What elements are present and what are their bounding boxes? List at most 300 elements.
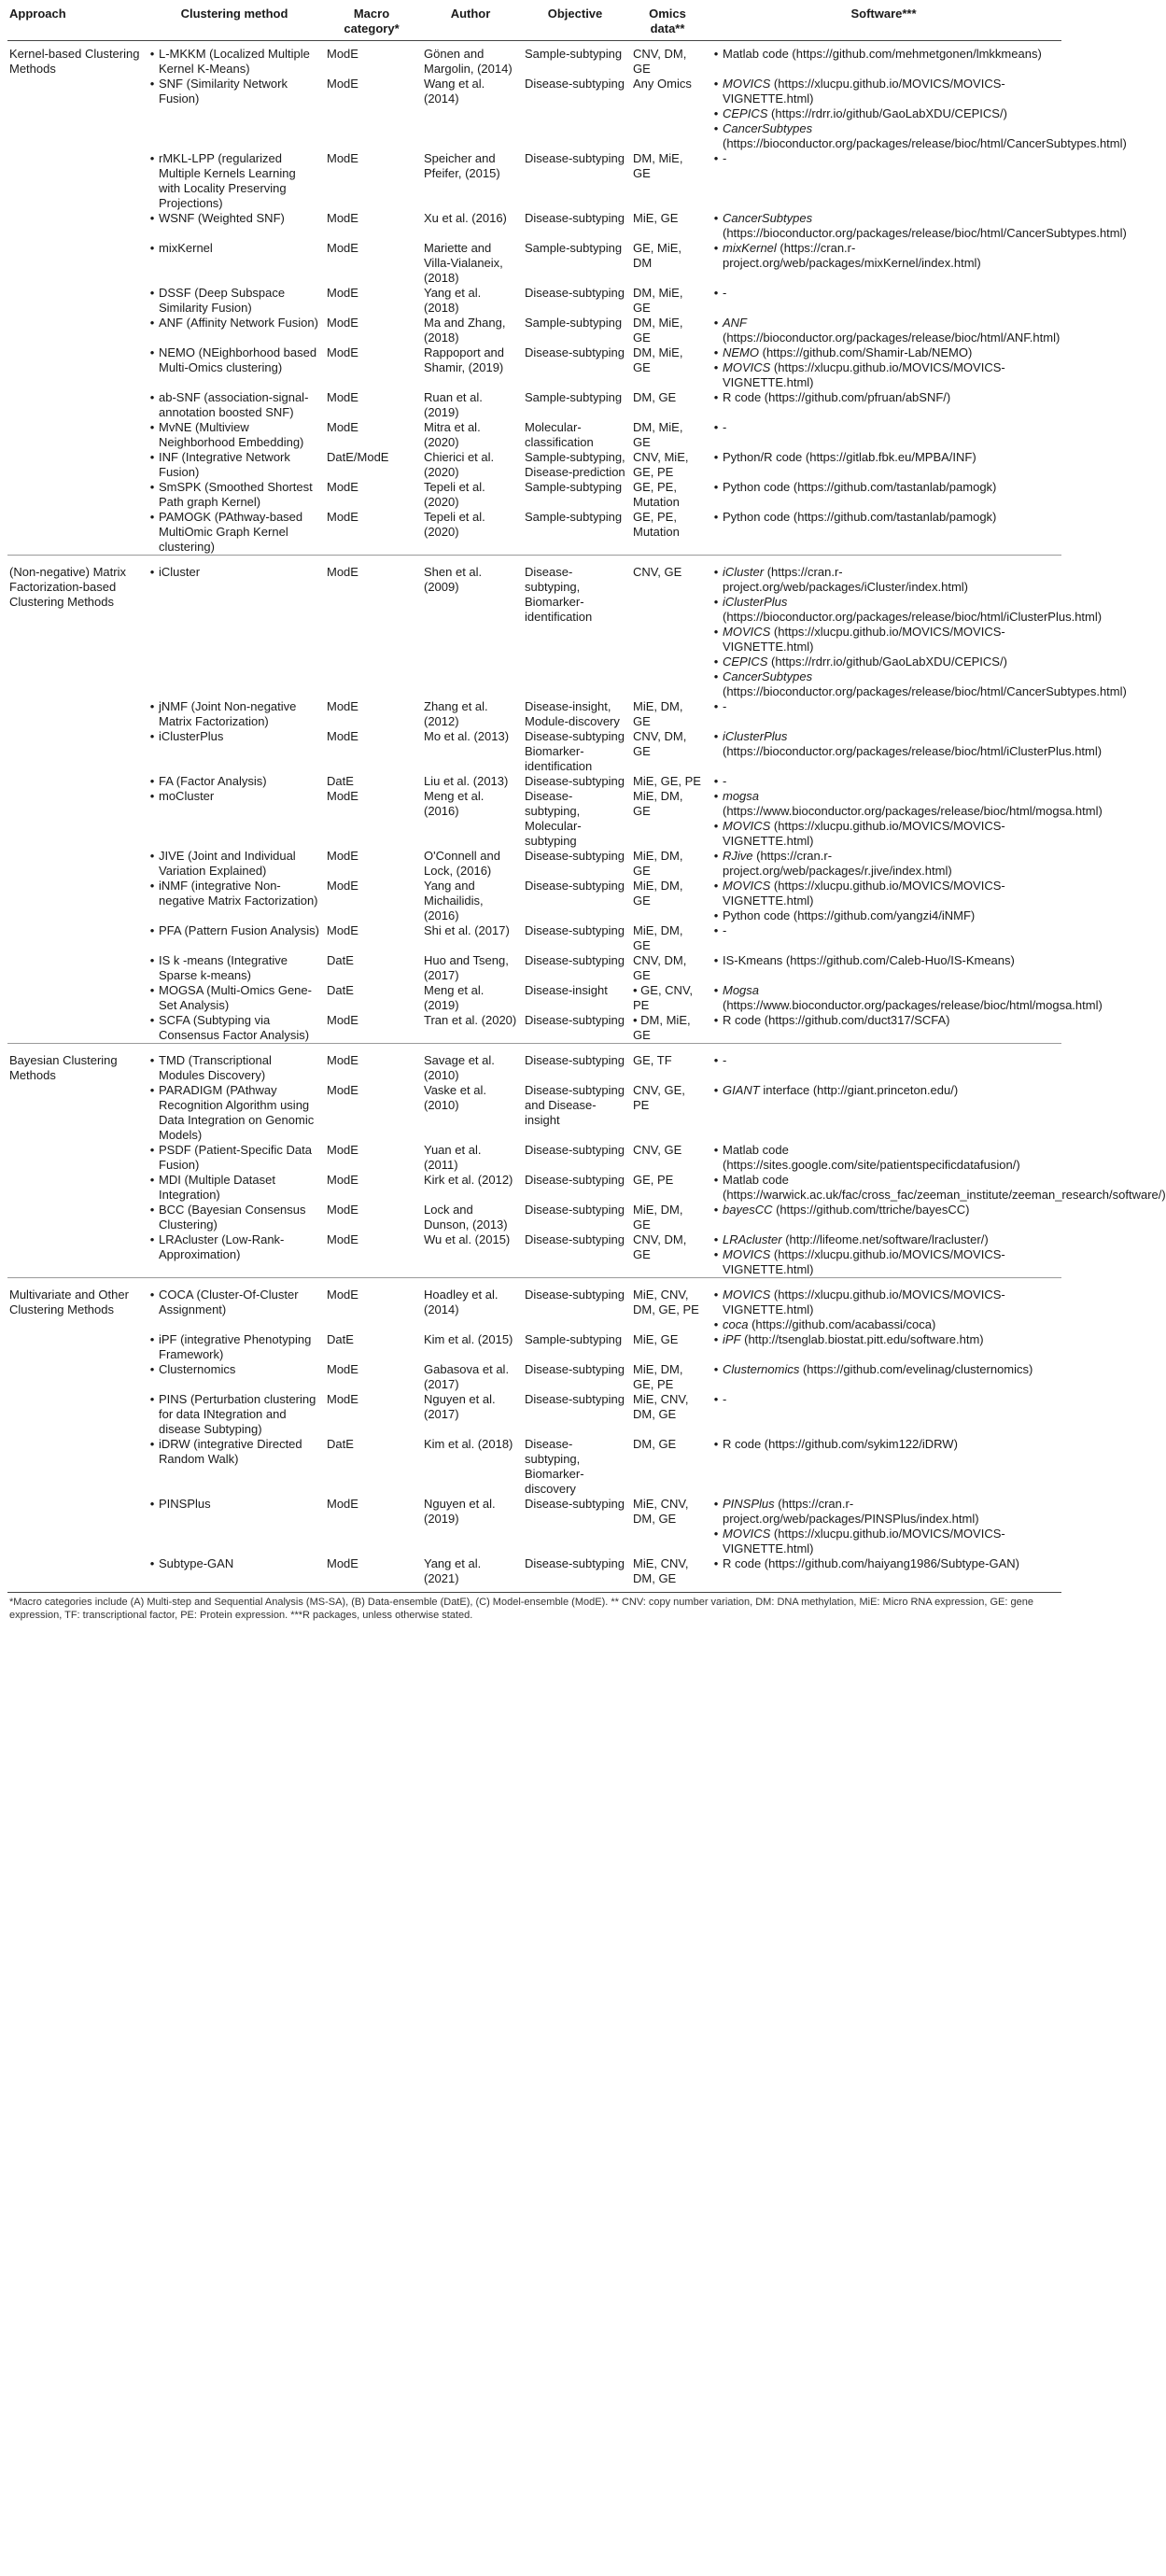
bullet-icon: • <box>713 849 719 863</box>
objective-cell: Disease-subtyping and Disease-insight <box>525 1083 625 1127</box>
omics-data-cell: MiE, CNV, DM, GE, PE <box>629 1278 706 1333</box>
omics-data-cell: CNV, DM, GE <box>633 729 687 758</box>
method-entry <box>146 316 319 331</box>
macro-category-cell: DatE <box>327 953 354 967</box>
method-cell <box>146 316 323 345</box>
bullet-icon: • <box>149 345 155 359</box>
bullet-icon: • <box>149 789 155 803</box>
software-entry <box>723 729 1103 759</box>
software-item <box>709 953 1058 968</box>
method-cell <box>146 1044 323 1084</box>
software-cell <box>706 390 1061 420</box>
objective-cell: Disease-subtyping <box>525 879 625 893</box>
method-cell <box>146 729 323 774</box>
bullet-icon: • <box>713 595 719 609</box>
software-entry <box>723 923 1058 938</box>
method-entry <box>146 1437 319 1467</box>
method-cell <box>146 1497 323 1556</box>
bullet-icon: • <box>713 625 719 639</box>
macro-category-cell: ModE <box>327 1013 358 1027</box>
software-package-name: MOVICS <box>723 1527 771 1541</box>
author-cell: Meng et al. (2016) <box>424 789 485 818</box>
macro-category-cell: ModE <box>327 1497 358 1511</box>
bullet-icon: • <box>149 1556 155 1570</box>
bullet-icon: • <box>149 923 155 937</box>
software-link-text: - <box>723 774 727 788</box>
software-link-text: (https://bioconductor.org/packages/release/bioc/html/iClusterPlus.html) <box>723 744 1103 758</box>
table-row <box>7 983 1061 1013</box>
author-cell: Nguyen et al. (2019) <box>424 1497 496 1526</box>
objective-cell: Sample-subtyping, Disease-prediction <box>525 450 625 479</box>
method-entry <box>146 1288 319 1317</box>
software-link-text: (https://bioconductor.org/packages/release/bioc/html/CancerSubtypes.html) <box>723 136 1127 150</box>
software-list <box>709 420 1058 435</box>
bullet-icon: • <box>149 151 155 165</box>
software-list <box>709 211 1127 241</box>
omics-data-cell: DM, MiE, GE <box>633 151 683 180</box>
software-package-name: GIANT <box>723 1083 760 1097</box>
macro-category-cell: ModE <box>327 77 358 91</box>
omics-data-cell: Any Omics <box>633 77 692 91</box>
method-cell <box>146 480 323 510</box>
author-cell: Meng et al. (2019) <box>424 983 485 1012</box>
method-cell <box>146 1332 323 1362</box>
software-list <box>709 151 1058 166</box>
bullet-icon: • <box>713 1437 719 1451</box>
method-cell <box>146 1556 323 1586</box>
table-row <box>7 1497 1061 1556</box>
software-entry <box>723 1362 1058 1377</box>
software-entry <box>723 1083 1058 1098</box>
software-cell <box>706 1083 1061 1143</box>
software-link-text: (https://github.com/acabassi/coca) <box>748 1317 936 1331</box>
macro-category-cell: ModE <box>327 151 358 165</box>
software-item <box>709 1013 1058 1028</box>
table-row <box>7 1556 1061 1586</box>
objective-cell: Disease-subtyping <box>525 151 625 165</box>
method-cell <box>146 1437 323 1497</box>
table-row <box>7 450 1061 480</box>
bullet-icon: • <box>713 510 719 524</box>
bullet-icon: • <box>149 390 155 404</box>
method-name: iDRW (integrative Directed Random Walk) <box>159 1437 302 1466</box>
software-cell <box>706 345 1061 390</box>
bullet-icon: • <box>149 1083 155 1097</box>
omics-data-cell: DM, MiE, GE <box>633 316 683 345</box>
omics-data-cell: DM, MiE, GE <box>633 286 683 315</box>
software-package-name: MOVICS <box>723 1288 771 1302</box>
software-link-text: (https://cran.r-project.org/web/packages/mixKernel/index.html) <box>723 241 981 270</box>
software-item <box>709 151 1058 166</box>
method-cell <box>146 420 323 450</box>
software-package-name: MOVICS <box>723 1247 771 1261</box>
method-cell <box>146 77 323 151</box>
bullet-icon: • <box>713 908 719 922</box>
approach-cell <box>7 77 146 151</box>
software-item <box>709 819 1058 849</box>
software-item <box>709 789 1103 819</box>
bullet-icon: • <box>713 1527 719 1541</box>
bullet-icon: • <box>149 77 155 91</box>
objective-cell: Disease-subtyping <box>525 849 625 863</box>
approach-cell <box>7 1556 146 1586</box>
software-package-name: NEMO <box>723 345 759 359</box>
software-entry <box>723 77 1058 106</box>
software-cell <box>706 211 1127 241</box>
approach-cell <box>7 789 146 849</box>
software-cell <box>706 1013 1061 1044</box>
software-list <box>709 1392 1058 1407</box>
method-cell <box>146 1232 323 1278</box>
software-entry <box>723 106 1058 121</box>
table-row <box>7 789 1061 849</box>
bullet-icon: • <box>149 1437 155 1451</box>
method-cell <box>146 699 323 729</box>
method-name: IS k -means (Integrative Sparse k-means) <box>159 953 288 982</box>
method-name: iPF (integrative Phenotyping Framework) <box>159 1332 312 1361</box>
software-link-text: (https://bioconductor.org/packages/release/bioc/html/iClusterPlus.html) <box>723 610 1103 624</box>
software-list <box>709 1362 1058 1377</box>
method-entry <box>146 345 319 375</box>
bullet-icon: • <box>713 819 719 833</box>
software-package-name: MOVICS <box>723 77 771 91</box>
software-entry <box>723 1497 1058 1527</box>
author-cell: Mo et al. (2013) <box>424 729 510 743</box>
bullet-icon: • <box>149 953 155 967</box>
approach-cell <box>7 1332 146 1362</box>
software-item <box>709 360 1058 390</box>
bullet-icon: • <box>713 390 719 404</box>
table-row <box>7 953 1061 983</box>
bullet-icon: • <box>149 849 155 863</box>
omics-data-cell: GE, PE, Mutation <box>633 480 680 509</box>
software-link-text: R code (https://github.com/duct317/SCFA) <box>723 1013 950 1027</box>
bullet-icon: • <box>149 420 155 434</box>
method-entry <box>146 879 319 908</box>
software-entry <box>723 151 1058 166</box>
method-entry <box>146 1497 319 1512</box>
table-row <box>7 1044 1061 1084</box>
method-name: L-MKKM (Localized Multiple Kernel K-Means) <box>159 47 310 76</box>
software-cell <box>706 151 1061 211</box>
method-cell <box>146 41 323 77</box>
bullet-icon: • <box>713 47 719 61</box>
method-name: PSDF (Patient-Specific Data Fusion) <box>159 1143 313 1172</box>
bullet-icon: • <box>149 316 155 330</box>
software-link-text: Matlab code (https://sites.google.com/site/patientspecificdatafusion/) <box>723 1143 1020 1172</box>
author-cell: Shen et al. (2009) <box>420 556 521 700</box>
method-entry <box>146 983 319 1013</box>
bullet-icon: • <box>713 121 719 135</box>
bullet-icon: • <box>713 1173 719 1187</box>
table-row <box>7 699 1061 729</box>
software-link-text: (https://xlucpu.github.io/MOVICS/MOVICS-VIGNETTE.html) <box>723 879 1005 908</box>
author-cell: Chierici et al. (2020) <box>424 450 495 479</box>
software-item <box>709 625 1058 655</box>
software-list <box>709 1288 1058 1332</box>
software-item <box>709 1317 1058 1332</box>
software-item <box>709 1053 1058 1068</box>
objective-cell: Disease-subtyping Biomarker-identification <box>525 729 625 773</box>
macro-category-cell: DatE <box>327 1437 354 1451</box>
software-cell <box>706 729 1103 774</box>
bullet-icon: • <box>149 1362 155 1376</box>
table-row <box>7 1083 1061 1143</box>
objective-cell: Disease-subtyping <box>521 1044 629 1084</box>
software-item <box>709 699 1058 714</box>
bullet-icon: • <box>149 1013 155 1027</box>
software-package-name: MOVICS <box>723 625 771 639</box>
software-list <box>709 510 1058 525</box>
software-package-name: CEPICS <box>723 106 768 120</box>
omics-data-cell: CNV, GE, PE <box>633 1083 685 1112</box>
method-name: PAMOGK (PAthway-based MultiOmic Graph Kernel clustering) <box>159 510 303 554</box>
author-cell: Yuan et al. (2011) <box>424 1143 482 1172</box>
bullet-icon: • <box>713 1247 719 1261</box>
method-name: iNMF (integrative Non-negative Matrix Factorization) <box>159 879 318 908</box>
software-package-name: MOVICS <box>723 360 771 374</box>
software-cell <box>706 1143 1061 1173</box>
software-item <box>709 1203 1058 1218</box>
software-list <box>709 1053 1058 1068</box>
bullet-icon: • <box>149 565 155 579</box>
macro-category-cell: ModE <box>327 923 358 937</box>
approach-cell <box>7 390 146 420</box>
macro-category-cell: DatE <box>327 983 354 997</box>
software-cell <box>706 556 1127 700</box>
bullet-icon: • <box>713 106 719 120</box>
software-item <box>709 450 1058 465</box>
software-link-text: (https://xlucpu.github.io/MOVICS/MOVICS-VIGNETTE.html) <box>723 360 1005 389</box>
software-link-text: Python/R code (https://gitlab.fbk.eu/MPBA/INF) <box>723 450 976 464</box>
author-cell: Yang et al. (2021) <box>424 1556 482 1585</box>
bullet-icon: • <box>713 316 719 330</box>
table-row <box>7 774 1061 789</box>
table-row <box>7 1278 1061 1333</box>
software-cell <box>706 316 1061 345</box>
approach-cell <box>7 1392 146 1437</box>
software-link-text: (https://bioconductor.org/packages/release/bioc/html/ANF.html) <box>723 331 1061 345</box>
author-cell: Tran et al. (2020) <box>424 1013 517 1027</box>
objective-cell: Sample-subtyping <box>525 480 623 494</box>
method-cell <box>146 1013 323 1044</box>
software-package-name: LRAcluster <box>723 1232 782 1246</box>
method-name: LRAcluster (Low-Rank-Approximation) <box>159 1232 285 1261</box>
method-entry <box>146 47 319 77</box>
header-omics-data: Omics data** <box>629 0 706 41</box>
macro-category-cell: ModE <box>327 1083 358 1097</box>
software-item <box>709 849 1058 879</box>
software-entry <box>723 819 1058 849</box>
software-package-name: CancerSubtypes <box>723 669 813 683</box>
software-item <box>709 908 1058 923</box>
omics-data-cell: MiE, CNV, DM, GE <box>633 1392 689 1421</box>
software-package-name: mogsa <box>723 789 760 803</box>
approach-cell: Bayesian Clustering Methods <box>7 1044 146 1084</box>
software-entry <box>723 655 1058 669</box>
method-cell <box>146 1143 323 1173</box>
software-link-text: (https://www.bioconductor.org/packages/release/bioc/html/mogsa.html) <box>723 998 1103 1012</box>
bullet-icon: • <box>713 729 719 743</box>
method-cell <box>146 241 323 286</box>
method-name: Subtype-GAN <box>159 1556 234 1570</box>
method-entry <box>146 510 319 555</box>
software-list <box>709 1013 1058 1028</box>
software-link-text: R code (https://github.com/sykim122/iDRW) <box>723 1437 958 1451</box>
software-package-name: Mogsa <box>723 983 760 997</box>
approach-cell <box>7 774 146 789</box>
objective-cell: Disease-subtyping <box>525 1362 625 1376</box>
approach-cell <box>7 1497 146 1556</box>
software-item <box>709 729 1103 759</box>
objective-cell: Disease-subtyping <box>525 286 625 300</box>
macro-category-cell: ModE <box>327 1556 358 1570</box>
bullet-icon: • <box>713 241 719 255</box>
software-item <box>709 1143 1058 1173</box>
method-entry <box>146 1053 319 1083</box>
software-entry <box>723 1392 1058 1407</box>
software-package-name: iClusterPlus <box>723 595 788 609</box>
software-cell <box>706 1332 1061 1362</box>
macro-category-cell: ModE <box>327 699 358 713</box>
method-name: ANF (Affinity Network Fusion) <box>159 316 318 330</box>
macro-category-cell: ModE <box>327 849 358 863</box>
author-cell: Xu et al. (2016) <box>424 211 507 225</box>
omics-data-cell: MiE, DM, GE, PE <box>633 1362 683 1391</box>
macro-category-cell: ModE <box>327 1362 358 1376</box>
software-link-text: R code (https://github.com/haiyang1986/Subtype-GAN) <box>723 1556 1019 1570</box>
software-package-name: iCluster <box>723 565 765 579</box>
method-name: rMKL-LPP (regularized Multiple Kernels Learning with Locality Preserving Projections) <box>159 151 296 210</box>
software-cell <box>706 1278 1061 1333</box>
author-cell: Kirk et al. (2012) <box>424 1173 513 1187</box>
software-link-text: R code (https://github.com/pfruan/abSNF/) <box>723 390 951 404</box>
bullet-icon: • <box>149 241 155 255</box>
approach-cell <box>7 953 146 983</box>
author-cell: Yang et al. (2018) <box>424 286 482 315</box>
software-link-text: (https://rdrr.io/github/GaoLabXDU/CEPICS/) <box>767 106 1007 120</box>
software-link-text: interface (http://giant.princeton.edu/) <box>759 1083 959 1097</box>
author-cell: Vaske et al. (2010) <box>424 1083 486 1112</box>
method-name: INF (Integrative Network Fusion) <box>159 450 290 479</box>
method-name: JIVE (Joint and Individual Variation Explained) <box>159 849 296 878</box>
objective-cell: Sample-subtyping <box>525 241 623 255</box>
omics-data-cell: GE, PE, Mutation <box>633 510 680 539</box>
bullet-icon: • <box>149 510 155 524</box>
objective-cell: Disease-subtyping <box>525 774 625 788</box>
macro-category-cell: ModE <box>327 345 358 359</box>
software-entry <box>723 983 1103 1013</box>
table-row <box>7 729 1061 774</box>
method-cell <box>146 450 323 480</box>
software-package-name: MOVICS <box>723 819 771 833</box>
bullet-icon: • <box>149 729 155 743</box>
software-list <box>709 849 1058 879</box>
author-cell: Speicher and Pfeifer, (2015) <box>424 151 500 180</box>
author-cell: Lock and Dunson, (2013) <box>424 1203 508 1232</box>
bullet-icon: • <box>713 286 719 300</box>
method-entry <box>146 729 319 744</box>
approach-cell <box>7 1437 146 1497</box>
software-item <box>709 390 1058 405</box>
objective-cell: Disease-subtyping <box>525 345 625 359</box>
author-cell: O'Connell and Lock, (2016) <box>424 849 500 878</box>
method-entry <box>146 151 319 211</box>
software-link-text: - <box>723 1392 727 1406</box>
author-cell: Gönen and Margolin, (2014) <box>424 47 513 76</box>
approach-cell <box>7 316 146 345</box>
objective-cell: Disease-insight, Module-discovery <box>525 699 620 728</box>
software-list <box>709 923 1058 938</box>
software-list <box>709 316 1061 345</box>
omics-data-cell: MiE, GE <box>633 211 679 225</box>
macro-category-cell: ModE <box>327 480 358 494</box>
software-entry <box>723 241 1058 271</box>
software-link-text: Matlab code (https://github.com/mehmetgonen/lmkkmeans) <box>723 47 1042 61</box>
omics-data-cell: GE, PE <box>633 1173 674 1187</box>
bullet-icon: • <box>149 1288 155 1302</box>
software-item <box>709 77 1058 106</box>
software-package-name: PINSPlus <box>723 1497 775 1511</box>
method-cell <box>146 556 323 700</box>
software-entry <box>723 774 1058 789</box>
approach-cell <box>7 211 146 241</box>
omics-data-cell: MiE, DM, GE <box>633 699 683 728</box>
macro-category-cell: ModE <box>327 1143 358 1157</box>
macro-category-cell: ModE <box>327 1392 358 1406</box>
software-entry <box>723 286 1058 301</box>
objective-cell: Disease-subtyping <box>525 1232 625 1246</box>
author-cell: Tepeli et al. (2020) <box>424 480 485 509</box>
method-name: SmSPK (Smoothed Shortest Path graph Kernel) <box>159 480 313 509</box>
omics-data-cell: MiE, DM, GE <box>633 789 683 818</box>
method-name: PINS (Perturbation clustering for data INtegration and disease Subtyping) <box>159 1392 316 1436</box>
software-link-text: IS-Kmeans (https://github.com/Caleb-Huo/IS-Kmeans) <box>723 953 1015 967</box>
omics-data-cell: CNV, GE <box>629 556 706 700</box>
method-entry <box>146 1232 319 1262</box>
macro-category-cell: ModE <box>327 879 358 893</box>
approach-cell <box>7 286 146 316</box>
software-list <box>709 1143 1058 1173</box>
table-row <box>7 510 1061 556</box>
software-list <box>709 480 1058 495</box>
software-entry <box>723 565 1058 595</box>
software-entry <box>723 345 1058 360</box>
software-link-text: (https://rdrr.io/github/GaoLabXDU/CEPICS/) <box>767 655 1007 669</box>
author-cell: Mariette and Villa-Vialaneix, (2018) <box>424 241 503 285</box>
objective-cell: Sample-subtyping <box>525 510 623 524</box>
software-link-text: Python code (https://github.com/tastanlab/pamogk) <box>723 480 997 494</box>
clustering-methods-table <box>7 0 1166 1586</box>
approach-cell <box>7 1362 146 1392</box>
macro-category-cell: ModE <box>327 510 358 524</box>
author-cell: Tepeli et al. (2020) <box>424 510 485 539</box>
software-link-text: - <box>723 699 727 713</box>
macro-category-cell: ModE <box>323 1278 420 1333</box>
software-cell <box>706 1392 1061 1437</box>
bullet-icon: • <box>713 789 719 803</box>
software-link-text: - <box>723 923 727 937</box>
software-link-text: - <box>723 151 727 165</box>
bullet-icon: • <box>149 1332 155 1346</box>
omics-data-cell: MiE, CNV, DM, GE <box>633 1497 689 1526</box>
table-row <box>7 480 1061 510</box>
software-entry <box>723 953 1058 968</box>
bullet-icon: • <box>149 211 155 225</box>
software-entry <box>723 1527 1058 1556</box>
software-item <box>709 1556 1058 1571</box>
method-entry <box>146 1392 319 1437</box>
